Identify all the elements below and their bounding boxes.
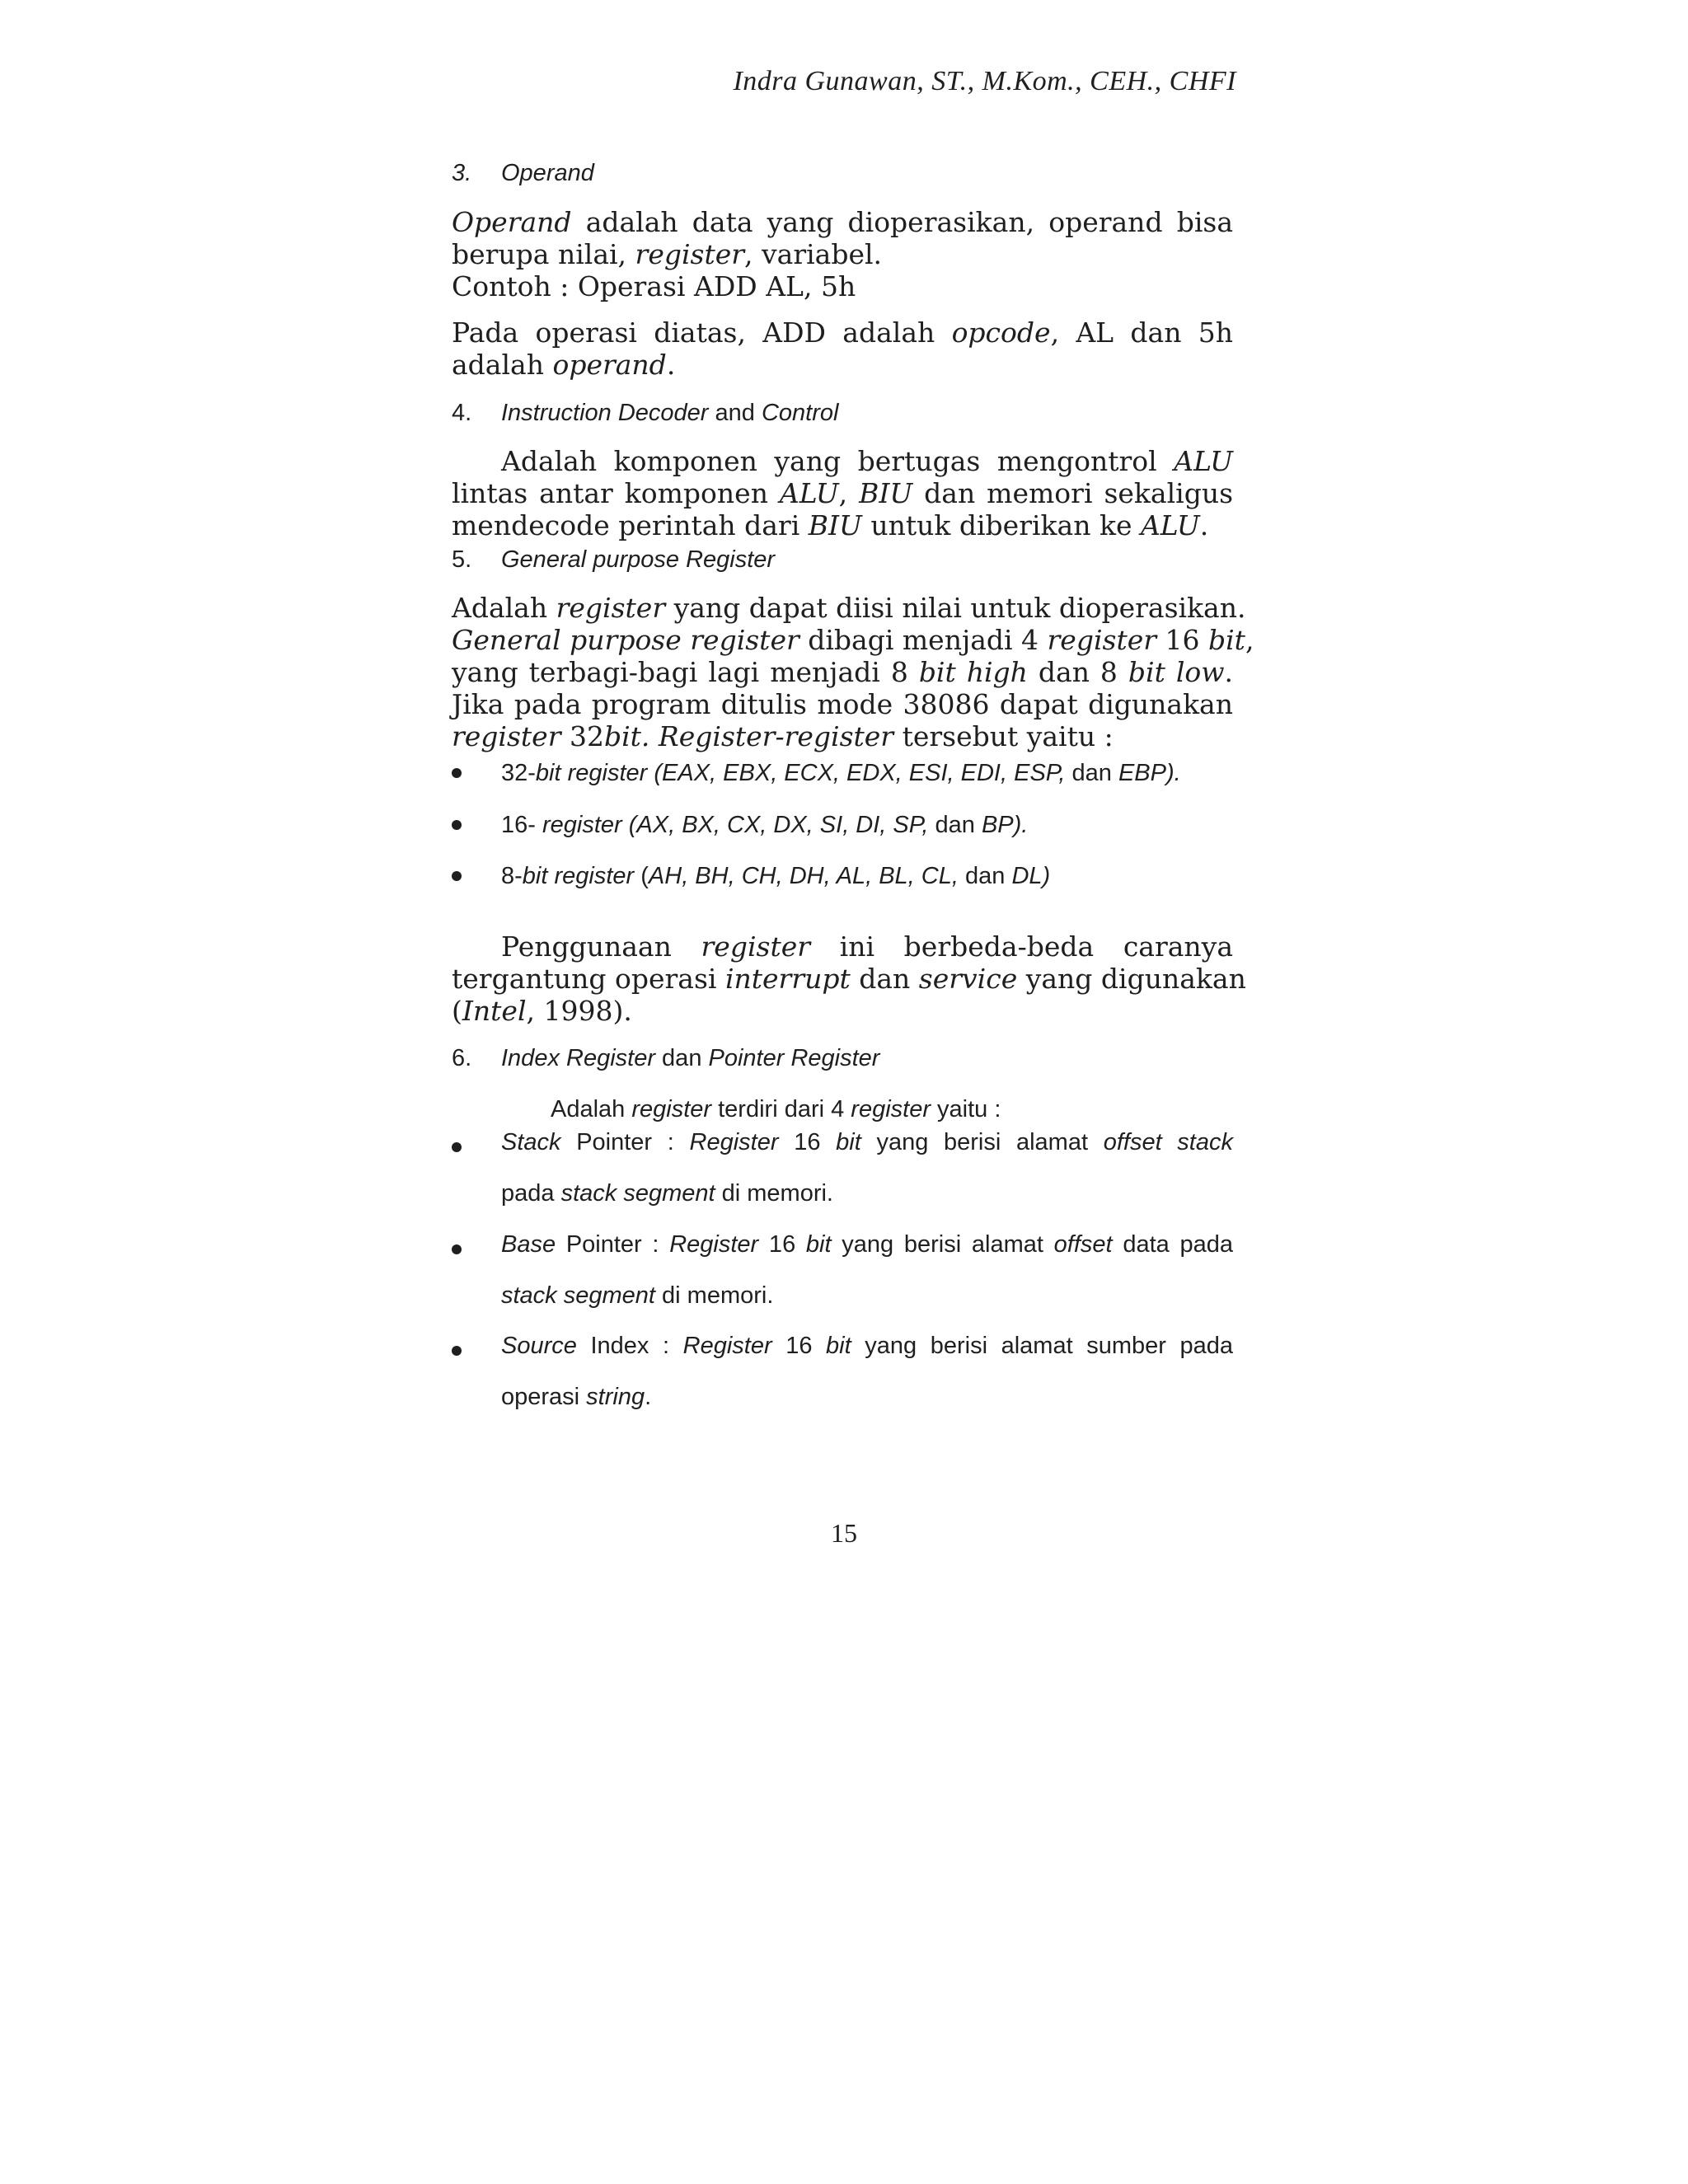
text-run: 16	[1156, 624, 1208, 656]
list-item-base-pointer	[452, 1231, 1233, 1330]
text-run: Stack	[501, 1129, 561, 1155]
paragraph-operand-explanation	[452, 316, 1233, 381]
text-run: Pointer Register	[708, 1045, 880, 1071]
text-run: register	[701, 930, 811, 963]
text-run: General purpose register	[452, 624, 799, 656]
paragraph-general-purpose-register	[452, 592, 1254, 752]
text-run: adalah data yang dioperasikan, operand bisa	[571, 206, 1233, 238]
text-run: BP).	[981, 812, 1029, 838]
text-run: data pada	[1112, 1231, 1234, 1258]
text-run: Register	[669, 1231, 759, 1258]
bullet-icon	[452, 1244, 462, 1254]
list-item-source-index	[452, 1333, 1233, 1432]
text-run: Index :	[576, 1333, 683, 1359]
text-run: string	[586, 1384, 645, 1410]
text-run: (	[452, 995, 462, 1027]
text-run: Register	[682, 1333, 772, 1359]
text-run: Pointer :	[560, 1129, 690, 1155]
text-run: bit register	[522, 863, 635, 889]
text-run: stack segment	[560, 1180, 715, 1207]
text-run: Operand	[452, 206, 572, 238]
text-run: register	[1047, 624, 1157, 656]
text-run: dibagi menjadi 4	[799, 624, 1048, 656]
text-run: mendecode perintah dari	[452, 509, 809, 541]
text-run: bit	[805, 1231, 832, 1258]
text-run: register	[631, 1096, 712, 1122]
text-run: Pada operasi diatas, ADD adalah	[452, 316, 952, 349]
text-run: tergantung operasi	[452, 963, 725, 995]
text-run: adalah	[452, 349, 553, 381]
text-run: BIU	[859, 477, 913, 509]
text-run: 32	[560, 720, 604, 752]
bullet-icon	[452, 1142, 462, 1152]
text-run: ALU	[1140, 509, 1200, 541]
text-run: di memori.	[654, 1282, 774, 1309]
text-run: register (AX, BX, CX, DX, SI, DI, SP,	[542, 812, 929, 838]
text-run: offset	[1053, 1231, 1113, 1258]
text-run: register	[851, 1096, 931, 1122]
text-run: operasi	[501, 1384, 587, 1410]
text-run: Adalah	[452, 592, 556, 624]
text-run: Register	[689, 1129, 779, 1155]
page-number: 15	[831, 1518, 857, 1548]
bullet-icon	[452, 871, 462, 881]
text-run: dan	[655, 1045, 709, 1071]
text-run: register	[635, 238, 745, 270]
text-run: Source	[501, 1333, 577, 1359]
text-run: yang digunakan	[1017, 963, 1246, 995]
text-run: dan	[958, 863, 1012, 889]
text-run: EBP).	[1118, 760, 1181, 786]
text-run: stack segment	[501, 1282, 655, 1309]
heading-number: 3.	[452, 160, 472, 186]
text-run: 16	[778, 1129, 837, 1155]
text-run: yang terbagi-bagi lagi menjadi 8	[452, 656, 919, 688]
paragraph-operand-definition	[452, 206, 1233, 302]
text-run: 16	[771, 1333, 827, 1359]
text-run: bit. Register-register	[603, 720, 894, 752]
text-run: yang berisi alamat	[831, 1231, 1054, 1258]
heading-number: 5.	[452, 546, 472, 573]
text-run: ,	[838, 477, 860, 509]
heading-instruction-decoder	[452, 396, 1233, 429]
text-run: opcode	[951, 316, 1051, 349]
text-run: bit	[826, 1333, 851, 1359]
running-header-author: Indra Gunawan, ST., M.Kom., CEH., CHFI	[733, 66, 1236, 96]
text-run: ini berbeda-beda caranya	[810, 930, 1233, 963]
text-run: .	[1224, 656, 1233, 688]
paragraph-register-usage	[452, 930, 1246, 1027]
text-run: yang berisi alamat	[860, 1129, 1104, 1155]
text-run: dan memori sekaligus	[912, 477, 1234, 509]
text-run: dan 8	[1027, 656, 1128, 688]
text-run: 8-	[501, 863, 523, 889]
text-run: di memori.	[715, 1180, 833, 1207]
text-run: ALU	[779, 477, 839, 509]
text-run: register	[452, 720, 561, 752]
text-run: 16	[758, 1231, 806, 1258]
text-line-example: Contoh : Operasi ADD AL, 5h	[452, 270, 856, 302]
text-run: bit register (EAX, EBX, ECX, EDX, ESI, EDI, ESP,	[535, 760, 1066, 786]
text-run: bit low	[1128, 656, 1225, 688]
heading-index-pointer-register	[452, 1042, 1233, 1075]
text-run: Adalah komponen yang bertugas mengontrol	[501, 445, 1175, 477]
text-run: 16-	[501, 812, 542, 838]
text-run: yang dapat diisi nilai untuk dioperasikan.	[665, 592, 1246, 624]
text-run: Index Register	[501, 1045, 655, 1071]
text-run: register	[556, 592, 666, 624]
text-run: .	[666, 349, 676, 381]
list-item-16bit-register	[452, 808, 1233, 841]
text-run: , 1998).	[526, 995, 632, 1027]
text-run: (	[634, 863, 649, 889]
text-line: Jika pada program ditulis mode 38086 dapat digunakan	[452, 688, 1233, 720]
text-run: tersebut yaitu :	[893, 720, 1114, 752]
text-run: operand	[552, 349, 667, 381]
text-run: 32-	[501, 760, 536, 786]
text-run: , variabel.	[744, 238, 883, 270]
heading-title: Operand	[501, 160, 594, 186]
text-run: dan	[850, 963, 919, 995]
heading-general-purpose-register	[452, 543, 1233, 576]
bullet-icon	[452, 768, 462, 778]
text-run: offset stack	[1103, 1129, 1233, 1155]
text-run: DL)	[1011, 863, 1051, 889]
text-run: Penggunaan	[501, 930, 701, 963]
text-run: Control	[761, 400, 839, 426]
paragraph-instruction-decoder	[452, 445, 1233, 541]
text-run: bit high	[918, 656, 1028, 688]
text-run: Adalah	[551, 1096, 632, 1122]
heading-operand	[452, 157, 1233, 190]
text-run: , AL dan 5h	[1050, 316, 1233, 349]
text-run: dan	[928, 812, 982, 838]
list-item-32bit-register	[452, 757, 1233, 790]
text-run: Intel	[462, 995, 527, 1027]
list-item-stack-pointer	[452, 1129, 1233, 1228]
text-run: terdiri dari 4	[711, 1096, 851, 1122]
text-run: dan	[1065, 760, 1118, 786]
list-item-8bit-register	[452, 860, 1233, 893]
text-run: bit	[1208, 624, 1245, 656]
bullet-icon	[452, 1346, 462, 1356]
text-run: BIU	[808, 509, 862, 541]
paragraph-index-register-intro	[551, 1093, 1001, 1126]
text-run: Pointer :	[556, 1231, 670, 1258]
text-run: and	[708, 400, 762, 426]
text-run: interrupt	[724, 963, 851, 995]
text-run: .	[1199, 509, 1209, 541]
text-run: AH, BH, CH, DH, AL, BL, CL,	[648, 863, 959, 889]
text-run: Instruction Decoder	[501, 400, 709, 426]
text-run: lintas antar komponen	[452, 477, 780, 509]
text-run: untuk diberikan ke	[861, 509, 1141, 541]
text-run: yang berisi alamat sumber pada	[851, 1333, 1234, 1359]
text-run: berupa nilai,	[452, 238, 635, 270]
text-run: yaitu :	[931, 1096, 1001, 1122]
text-run: Base	[501, 1231, 556, 1258]
text-run: .	[645, 1384, 652, 1410]
bullet-icon	[452, 820, 462, 830]
heading-title: General purpose Register	[501, 546, 776, 573]
text-run: service	[918, 963, 1018, 995]
text-run: ,	[1245, 624, 1254, 656]
heading-number: 4.	[452, 400, 472, 426]
text-run: ALU	[1174, 445, 1233, 477]
text-run: pada	[501, 1180, 561, 1207]
text-run: bit	[836, 1129, 861, 1155]
heading-number: 6.	[452, 1045, 472, 1071]
